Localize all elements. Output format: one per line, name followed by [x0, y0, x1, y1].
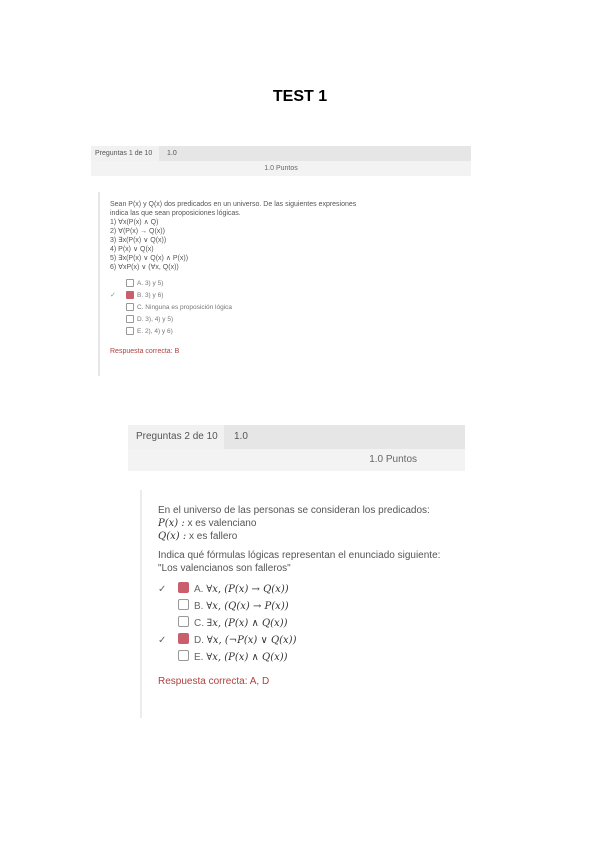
- question-1-answer: Respuesta correcta: B: [110, 348, 180, 355]
- checkbox[interactable]: [126, 279, 134, 287]
- checkbox[interactable]: [178, 582, 189, 593]
- option-a[interactable]: [158, 581, 460, 598]
- statement-line: 3) ∃x(P(x) ∨ Q(x)): [110, 237, 167, 244]
- option-formula: ∀x, (P(x) → Q(x)): [206, 584, 289, 595]
- question-1-points: 1.0 Puntos: [91, 161, 471, 176]
- option-formula: ∀x, (Q(x) → P(x)): [206, 601, 289, 612]
- statement-line: Sean P(x) y Q(x) dos predicados en un universo. De las siguientes expresiones: [110, 201, 357, 208]
- question-2-intro: En el universo de las personas se consideran los predicados:: [158, 505, 430, 516]
- predicate-text: x es valenciano: [184, 518, 257, 529]
- question-1-header: [91, 146, 471, 161]
- checkbox[interactable]: [178, 633, 189, 644]
- option-letter: A.: [194, 584, 204, 595]
- question-1-tab[interactable]: Preguntas 1 de 10: [91, 146, 159, 161]
- checkbox[interactable]: [126, 327, 134, 335]
- question-1-body: [98, 192, 458, 376]
- question-1-options: [110, 278, 458, 338]
- check-icon: ✓: [110, 292, 116, 299]
- checkbox[interactable]: [178, 650, 189, 661]
- option-formula: ∀x, (¬P(x) ∨ Q(x)): [206, 635, 297, 646]
- option-e[interactable]: [110, 326, 458, 338]
- option-c[interactable]: [110, 302, 458, 314]
- option-label: C. Ninguna es proposición lógica: [137, 304, 233, 311]
- checkbox[interactable]: [126, 303, 134, 311]
- option-label: B. 3) y 6): [137, 292, 164, 299]
- question-2-quote: "Los valencianos son falleros": [158, 563, 291, 574]
- question-2-tab[interactable]: Preguntas 2 de 10: [128, 425, 224, 449]
- option-letter: C.: [194, 618, 204, 629]
- option-label: A. 3) y 5): [137, 280, 164, 287]
- predicate-q: [158, 530, 460, 543]
- statement-line: indica las que sean proposiciones lógicas.: [110, 210, 241, 217]
- option-c[interactable]: [158, 615, 460, 632]
- check-icon: ✓: [158, 635, 167, 646]
- predicate-text: x es fallero: [186, 531, 238, 542]
- checkbox[interactable]: [178, 599, 189, 610]
- question-1-statement: [110, 200, 458, 272]
- question-2-options: [158, 581, 460, 666]
- option-label: E. 2), 4) y 6): [137, 328, 173, 335]
- option-letter: E.: [194, 652, 204, 663]
- checkbox[interactable]: [126, 291, 134, 299]
- statement-line: 6) ∀xP(x) ∨ (∀x, Q(x)): [110, 264, 179, 271]
- predicate-p: [158, 517, 460, 530]
- option-formula: ∃x, (P(x) ∧ Q(x)): [206, 618, 288, 629]
- question-2-answer: Respuesta correcta: A, D: [158, 676, 270, 687]
- question-2-body: [140, 490, 460, 718]
- option-b[interactable]: [158, 598, 460, 615]
- page-title: TEST 1: [272, 88, 328, 105]
- checkbox[interactable]: [178, 616, 189, 627]
- question-1-score: 1.0: [167, 150, 177, 157]
- statement-line: 2) ∀(P(x) → Q(x)): [110, 228, 165, 235]
- option-d[interactable]: [110, 314, 458, 326]
- option-e[interactable]: [158, 649, 460, 666]
- option-b[interactable]: [110, 290, 458, 302]
- option-label: D. 3), 4) y 5): [137, 316, 174, 323]
- option-a[interactable]: [110, 278, 458, 290]
- question-2-score: 1.0: [234, 431, 248, 442]
- check-icon: ✓: [158, 584, 167, 595]
- question-2-header: [128, 425, 465, 449]
- statement-line: 4) P(x) ∨ Q(x): [110, 246, 154, 253]
- option-letter: D.: [194, 635, 204, 646]
- option-letter: B.: [194, 601, 204, 612]
- predicate-symbol: P(x) :: [158, 518, 185, 529]
- predicate-symbol: Q(x) :: [158, 531, 187, 542]
- option-d[interactable]: [158, 632, 460, 649]
- statement-line: 5) ∃x(P(x) ∨ Q(x) ∧ P(x)): [110, 255, 189, 262]
- question-2-prompt: Indica qué fórmulas lógicas representan el enunciado siguiente:: [158, 550, 441, 561]
- option-formula: ∀x, (P(x) ∧ Q(x)): [206, 652, 288, 663]
- question-2-points: 1.0 Puntos: [128, 449, 465, 471]
- checkbox[interactable]: [126, 315, 134, 323]
- statement-line: 1) ∀x(P(x) ∧ Q): [110, 219, 159, 226]
